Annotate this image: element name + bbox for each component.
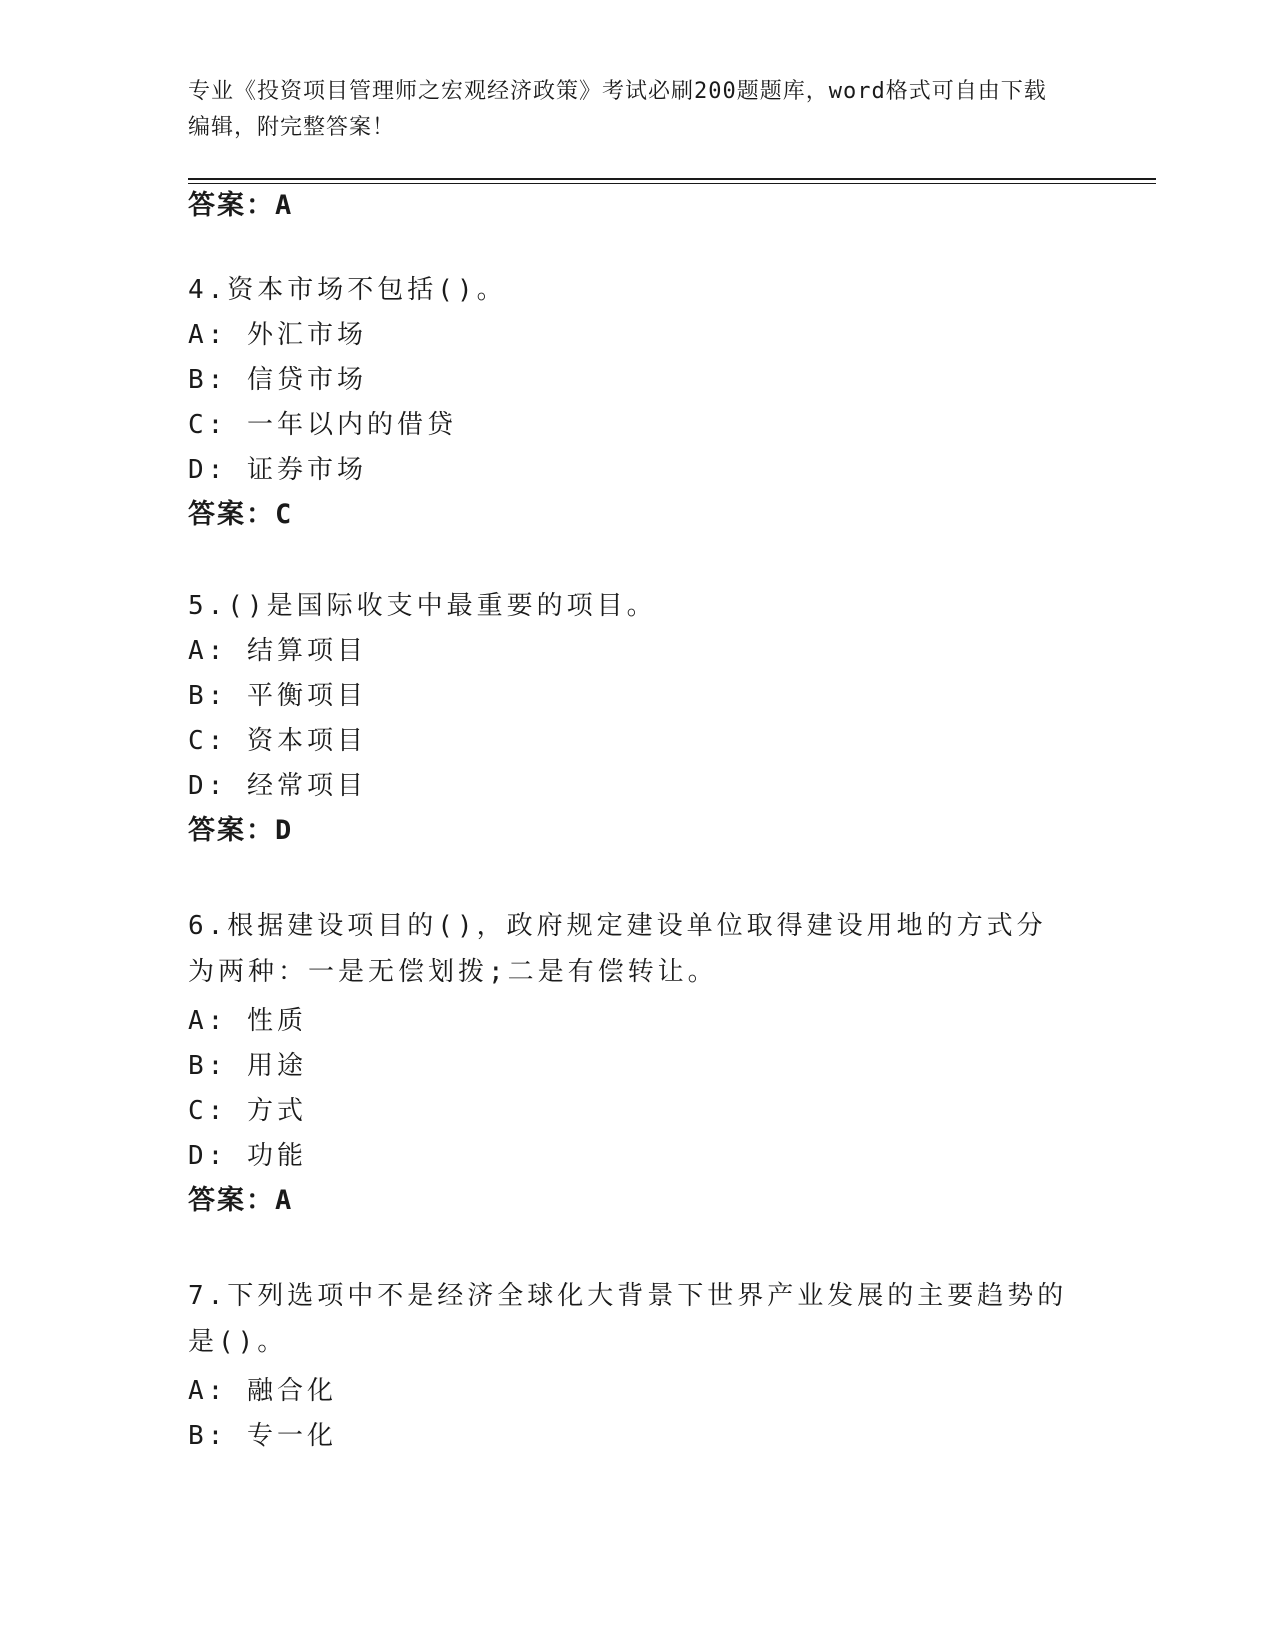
question-4-stem: 4.资本市场不包括()。	[188, 275, 507, 305]
question-5-stem: 5.()是国际收支中最重要的项目。	[188, 591, 657, 621]
question-6-option-b: B: 用途	[188, 1051, 307, 1081]
question-5-option-c: C: 资本项目	[188, 726, 367, 756]
question-7-option-b: B: 专一化	[188, 1421, 337, 1451]
question-5-option-d: D: 经常项目	[188, 771, 367, 801]
question-6-stem: 6.根据建设项目的()，政府规定建设单位取得建设用地的方式分为两种：一是无偿划拨;二是有偿转让。	[188, 911, 1047, 987]
question-5-option-a: A: 结算项目	[188, 636, 367, 666]
question-7-option-a: A: 融合化	[188, 1376, 337, 1406]
question-6-answer: 答案：A	[188, 1185, 294, 1216]
document-intro: 专业《投资项目管理师之宏观经济政策》考试必刷200题题库，word格式可自由下载编辑，附完整答案！	[188, 79, 1047, 140]
question-4-option-b: B: 信贷市场	[188, 365, 367, 395]
question-5-answer: 答案：D	[188, 815, 294, 846]
question-7-stem: 7.下列选项中不是经济全球化大背景下世界产业发展的主要趋势的是()。	[188, 1281, 1068, 1357]
question-4-option-d: D: 证券市场	[188, 455, 367, 485]
question-4-option-a: A: 外汇市场	[188, 320, 367, 350]
question-6-option-d: D: 功能	[188, 1141, 307, 1171]
question-4-answer: 答案：C	[188, 499, 294, 530]
question-6-option-c: C: 方式	[188, 1096, 307, 1126]
question-4-option-c: C: 一年以内的借贷	[188, 410, 457, 440]
header-rule-thin	[188, 183, 1156, 184]
previous-answer: 答案：A	[188, 190, 294, 221]
question-5-option-b: B: 平衡项目	[188, 681, 367, 711]
header-rule-thick	[188, 178, 1156, 180]
question-6-option-a: A: 性质	[188, 1006, 307, 1036]
